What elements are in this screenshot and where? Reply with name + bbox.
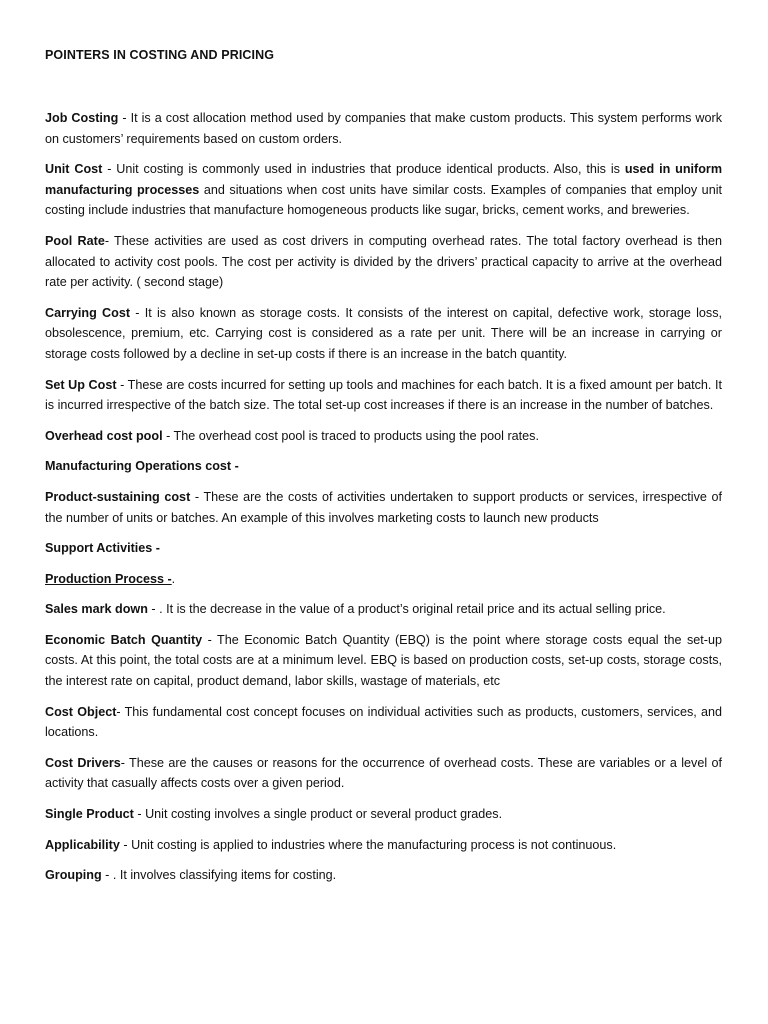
term: Applicability xyxy=(45,837,120,852)
entry-unit-cost xyxy=(45,159,722,221)
definition: - It is also known as storage costs. It consists of the interest on capital, defective work, storage loss, obsolescence, premium, etc. Carrying cost is considered as a rate per unit. There will be an increase in carrying or storage costs followed by a decline in set-up costs if there is an increase in the batch quantity. xyxy=(45,305,722,361)
definition: and situations when cost units have similar costs. Examples of companies that employ unit costing include industries that manufacture homogeneous products like sugar, bricks, cement works, and breweries. xyxy=(45,182,722,218)
term: Production Process - xyxy=(45,571,172,586)
term: Single Product xyxy=(45,807,134,822)
term: Sales mark down xyxy=(45,602,148,617)
entry-grouping xyxy=(45,865,722,886)
definition: - These are the causes or reasons for the occurrence of overhead costs. These are variables or a level of activity that casually affects costs over a given period. xyxy=(45,755,722,791)
term: Unit Cost xyxy=(45,162,103,177)
term: Cost Object xyxy=(45,704,117,719)
entry-single-product xyxy=(45,804,722,825)
definition: - These activities are used as cost drivers in computing overhead rates. The total factory overhead is then allocated to activity cost pools. The cost per activity is divided by the drivers’ practical capacity to arrive at the overhead rate per activity. ( second stage) xyxy=(45,233,722,290)
term: Pool Rate xyxy=(45,233,105,248)
emphasis: used in uniform manufacturing processes xyxy=(45,162,723,197)
term: Overhead cost pool xyxy=(45,428,163,443)
definition: - . It involves classifying items for costing. xyxy=(101,868,337,883)
entry-cost-drivers xyxy=(45,753,722,794)
term: Manufacturing Operations cost - xyxy=(45,459,239,474)
entry-overhead-cost-pool xyxy=(45,426,722,447)
term: Carrying Cost xyxy=(45,305,131,320)
definition: . xyxy=(171,571,176,586)
term: Set Up Cost xyxy=(45,377,117,392)
entry-support-activities xyxy=(45,538,722,559)
term: Job Costing xyxy=(45,111,119,125)
entry-job-costing xyxy=(45,108,722,149)
term: Product-sustaining cost xyxy=(45,489,191,504)
definition: - The overhead cost pool is traced to products using the pool rates. xyxy=(162,428,539,443)
entry-cost-object xyxy=(45,702,722,743)
definition: - These are costs incurred for setting up tools and machines for each batch. It is a fixed amount per batch. It is incurred irrespective of the batch size. The total set-up cost increases if there is an increase in the number of batches. xyxy=(45,377,722,413)
entry-carrying-cost xyxy=(45,303,722,365)
page-title: POINTERS IN COSTING AND PRICING xyxy=(45,48,275,62)
term: Support Activities - xyxy=(45,541,160,556)
definition: - . It is the decrease in the value of a product’s original retail price and its actual selling price. xyxy=(147,602,666,617)
entry-applicability xyxy=(45,835,722,856)
term: Grouping xyxy=(45,868,102,883)
term: Economic Batch Quantity xyxy=(45,632,203,647)
entry-sales-mark-down xyxy=(45,599,722,620)
definition: - It is a cost allocation method used by companies that make custom products. This system performs work on customers’ requirements based on custom orders. xyxy=(45,111,722,146)
definition: - Unit costing is commonly used in industries that produce identical products. Also, this is xyxy=(102,162,625,177)
definition: - These are the costs of activities undertaken to support products or services, irrespective of the number of units or batches. An example of this involves marketing costs to launch new products xyxy=(45,489,722,525)
definition: - The Economic Batch Quantity (EBQ) is the point where storage costs equal the set-up costs. At this point, the total costs are at a minimum level. EBQ is based on production costs, set-up costs, storage costs, the interest rate on capital, product demand, labor skills, wastage of materials, etc xyxy=(45,632,723,689)
document-body xyxy=(45,108,722,896)
entry-pool-rate xyxy=(45,231,722,293)
definition: - Unit costing involves a single product or several product grades. xyxy=(133,807,503,822)
entry-production-process xyxy=(45,569,722,590)
entry-manufacturing-operations-cost xyxy=(45,456,722,477)
definition: - This fundamental cost concept focuses on individual activities such as products, customers, services, and locations. xyxy=(45,704,722,740)
term: Cost Drivers xyxy=(45,755,121,770)
entry-set-up-cost xyxy=(45,375,722,416)
entry-product-sustaining-cost xyxy=(45,487,722,528)
definition: - Unit costing is applied to industries where the manufacturing process is not continuous. xyxy=(119,837,617,852)
entry-economic-batch-quantity xyxy=(45,630,722,692)
